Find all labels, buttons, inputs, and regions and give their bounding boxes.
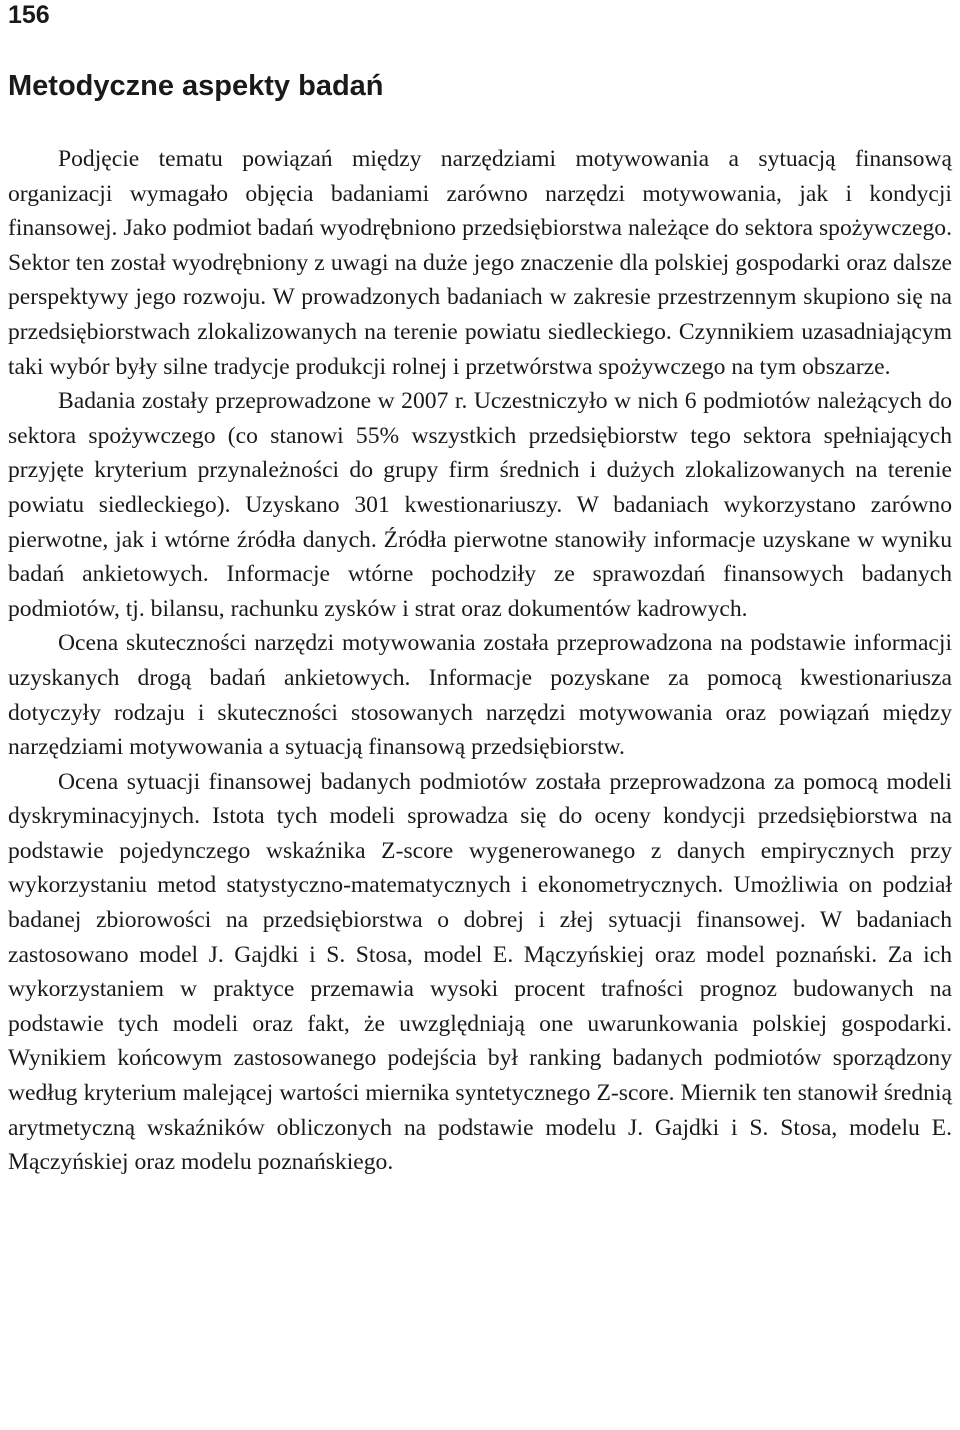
paragraph: Ocena skuteczności narzędzi motywowania została przeprowadzona na podstawie informacji uzyskanych drogą badań ankietowych. Informacje pozyskane za pomocą kwestionariusza dotyczyły rodzaju i skuteczności stosowanych narzędzi motywowania oraz powiązań między narzędziami motywowania a sytuacją finansową przedsiębiorstw. [8, 630, 952, 761]
page-number: 156 [8, 1, 50, 29]
paragraph: Ocena sytuacji finansowej badanych podmiotów została przeprowadzona za pomocą modeli dyskryminacyjnych. Istota tych modeli sprowadza się do oceny kondycji przedsiębiorstwa na podstawie pojedynczego wskaźnika Z-score wygenerowanego z danych empirycznych przy wykorzystaniu metod statystyczno-matematycznych i ekonometrycznych. Umożliwia on podział badanej zbiorowości na przedsiębiorstwa o dobrej i złej sytuacji finansowej. W badaniach zastosowano model J. Gajdki i S. Stosa, model E. Mączyńskiej oraz model poznański. Za ich wykorzystaniem w praktyce przemawia wysoki procent trafności prognoz budowanych na podstawie tych modeli oraz fakt, że uwzględniają one uwarunkowania polskiej gospodarki. Wynikiem końcowym zastosowanego podejścia był ranking badanych podmiotów sporządzony według kryterium malejącej wartości miernika syntetycznego Z-score. Miernik ten stanowił średnią arytmetyczną wskaźników obliczonych na podstawie modelu J. Gajdki i S. Stosa, modelu E. Mączyńskiej oraz modelu poznańskiego. [8, 768, 952, 1176]
section-title: Metodyczne aspekty badań [8, 70, 384, 102]
paragraph: Podjęcie tematu powiązań między narzędziami motywowania a sytuacją finansową organizacji wymagało objęcia badaniami zarówno narzędzi motywowania, jak i kondycji finansowej. Jako podmiot badań wyodrębniono przedsiębiorstwa należące do sektora spożywczego. Sektor ten został wyodrębniony z uwagi na duże jego znaczenie dla polskiej gospodarki oraz dalsze perspektywy jego rozwoju. W prowadzonych badaniach w zakresie przestrzennym skupiono się na przedsiębiorstwach zlokalizowanych na terenie powiatu siedleckiego. Czynnikiem uzasadniającym taki wybór były silne tradycje produkcji rolnej i przetwórstwa spożywczego na tym obszarze. [8, 146, 952, 380]
paragraph: Badania zostały przeprowadzone w 2007 r. Uczestniczyło w nich 6 podmiotów należących do sektora spożywczego (co stanowi 55% wszystkich przedsiębiorstw tego sektora spełniających przyjęte kryterium przynależności do grupy firm średnich i dużych zlokalizowanych na terenie powiatu siedleckiego). Uzyskano 301 kwestionariuszy. W badaniach wykorzystano zarówno pierwotne, jak i wtórne źródła danych. Źródła pierwotne stanowiły informacje uzyskane w wyniku badań ankietowych. Informacje wtórne pochodziły ze sprawozdań finansowych badanych podmiotów, tj. bilansu, rachunku zysków i strat oraz dokumentów kadrowych. [8, 388, 952, 622]
body-text [8, 142, 952, 1180]
